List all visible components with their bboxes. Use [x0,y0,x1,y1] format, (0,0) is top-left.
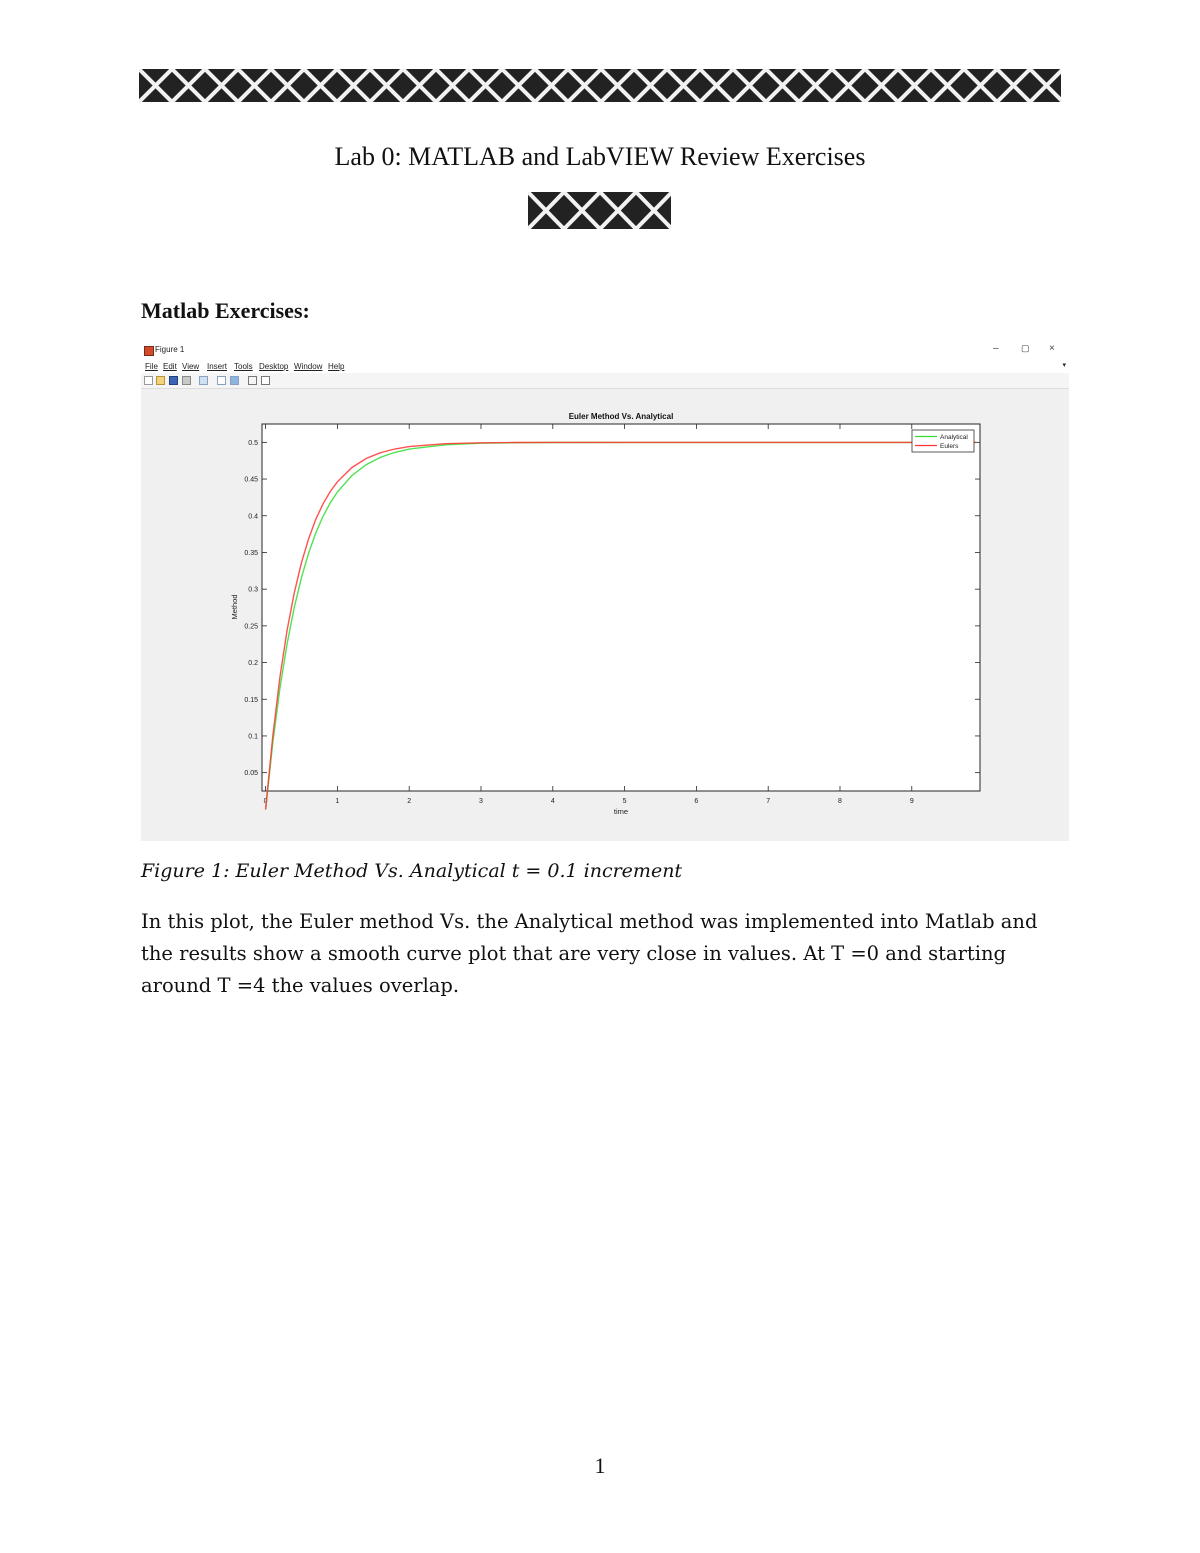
y-tick-label: 0.45 [244,476,258,484]
x-tick-label: 8 [838,798,842,805]
x-tick-label: 1 [335,798,340,805]
print-icon[interactable] [182,376,191,385]
menu-desktop[interactable]: Desktop [259,362,289,371]
x-tick-label: 4 [550,798,555,805]
matlab-figure-window [141,341,1069,841]
chart-title: Euler Method Vs. Analytical [568,412,674,421]
y-tick-label: 0.15 [244,696,258,704]
y-tick-label: 0.25 [244,623,258,631]
pointer-icon[interactable] [248,376,257,385]
menu-edit[interactable]: Edit [163,362,177,371]
y-tick-label: 0.05 [244,770,258,778]
figure-toolbar [141,373,1069,389]
matlab-app-icon [144,346,154,356]
figure-title-bar[interactable] [141,341,1069,359]
x-tick-label: 2 [407,798,412,805]
x-tick-label: 0 [263,798,268,805]
y-tick-label: 0.5 [248,439,258,447]
plot-tools-icon[interactable] [261,376,270,385]
page-number: 1 [594,1453,606,1478]
new-file-icon[interactable] [144,376,153,385]
insert-colorbar-icon[interactable] [217,376,226,385]
chart-legend[interactable] [912,430,974,452]
body-paragraph: In this plot, the Euler method Vs. the Analytical method was implemented into Matlab and the results show a smooth curve plot that are very close in values. At T =0 and starting around T =4 the values overlap. [141,910,1038,997]
plot-axes-box [262,424,980,791]
x-tick-label: 7 [766,798,771,805]
menu-insert[interactable]: Insert [207,362,228,371]
x-tick-label: 3 [479,798,483,805]
section-heading: Matlab Exercises: [141,298,310,323]
figure-caption: Figure 1: Euler Method Vs. Analytical t = 0.1 increment [141,860,683,882]
maximize-icon[interactable]: ▢ [1021,343,1030,353]
menu-view[interactable]: View [182,362,200,371]
y-tick-label: 0.2 [248,660,258,668]
close-icon[interactable]: × [1049,343,1055,354]
menu-file[interactable]: File [145,362,158,371]
open-icon[interactable] [156,376,165,385]
redaction-bar-author [528,192,671,229]
crosshatch-pattern [528,192,671,229]
save-icon[interactable] [169,376,178,385]
insert-legend-icon[interactable] [230,376,239,385]
x-tick-label: 9 [909,798,914,805]
x-tick-label: 5 [622,798,627,805]
menu-tools[interactable]: Tools [234,362,253,371]
menu-window[interactable]: Window [294,362,323,371]
zoom-icon[interactable] [199,376,208,385]
y-tick-label: 0.35 [244,549,258,557]
figure-window-title: Figure 1 [155,345,185,354]
menu-help[interactable]: Help [328,362,345,371]
legend-label-analytical: Analytical [940,434,968,441]
menu-overflow-icon[interactable]: ▾ [1062,362,1066,369]
x-tick-label: 6 [694,798,699,805]
legend-label-eulers: Eulers [940,443,959,450]
x-axis-label: time [613,807,629,816]
figure-menu-bar [141,359,1069,373]
page-title: Lab 0: MATLAB and LabVIEW Review Exercises [334,142,866,171]
minimize-icon[interactable]: – [993,343,999,354]
y-tick-label: 0.1 [248,733,258,741]
y-tick-label: 0.4 [248,513,258,521]
crosshatch-pattern [139,69,1061,102]
redaction-bar-header [139,69,1061,102]
y-axis-label: Method [230,594,239,620]
y-tick-label: 0.3 [248,586,258,594]
euler-vs-analytical-chart [141,389,1069,841]
